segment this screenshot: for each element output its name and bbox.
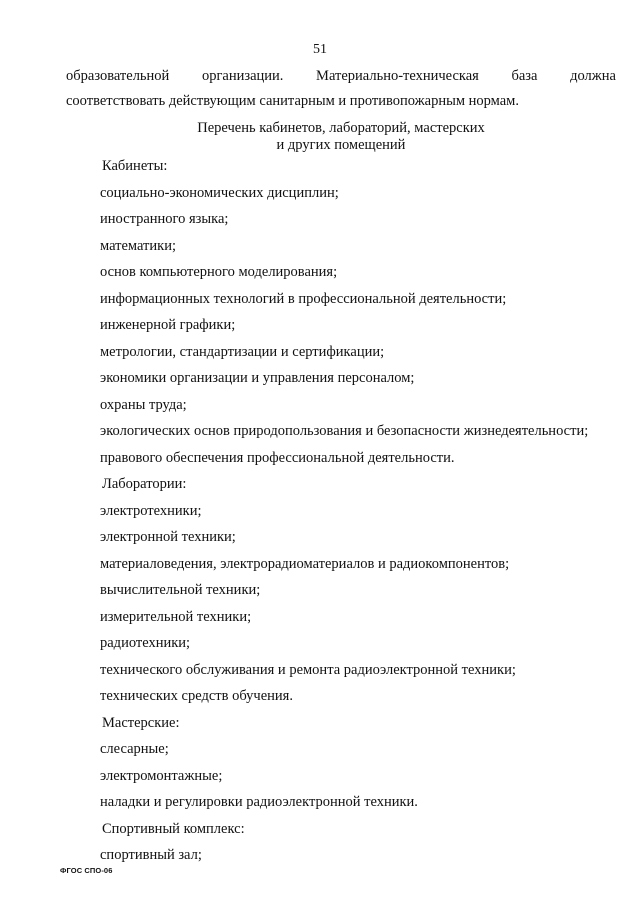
list-item: метрологии, стандартизации и сертификации; [100, 343, 385, 360]
list-item: социально-экономических дисциплин; [100, 184, 339, 201]
intro-word: Материально-техническая [316, 68, 479, 84]
footer-label: ФГОС СПО-06 [60, 866, 113, 875]
list-item: математики; [100, 237, 176, 254]
list-item: материаловедения, электрорадиоматериалов и радиокомпонентов; [100, 555, 510, 572]
intro-word: база [511, 68, 538, 84]
intro-word: образовательной [66, 68, 170, 84]
intro-line-2: соответствовать действующим санитарным и противопожарным нормам. [66, 93, 519, 109]
list-item: технических средств обучения. [100, 688, 293, 704]
list-item: правового обеспечения профессиональной деятельности. [100, 449, 455, 466]
list-item: основ компьютерного моделирования; [100, 264, 338, 280]
list-item: иностранного языка; [100, 211, 229, 227]
heading-line-1: Перечень кабинетов, лабораторий, мастерских [197, 120, 485, 136]
intro-paragraph [66, 64, 616, 114]
list-item: спортивный зал; [100, 847, 202, 863]
intro-line-1 [66, 64, 616, 89]
section-title: Лаборатории: [102, 476, 187, 492]
list-item: инженерной графики; [100, 317, 236, 333]
list-item: электротехники; [100, 502, 202, 519]
list-item: вычислительной техники; [100, 582, 261, 598]
list-item: информационных технологий в профессиональной деятельности; [100, 290, 507, 307]
page-number: 51 [313, 42, 327, 57]
list-item: наладки и регулировки радиоэлектронной техники. [100, 794, 418, 810]
rooms-list [100, 157, 620, 873]
heading-line-2: и других помещений [276, 137, 406, 153]
section-title: Мастерские: [102, 714, 180, 731]
list-item: экологических основ природопользования и безопасности жизнедеятельности; [100, 423, 589, 439]
section-title: Спортивный комплекс: [102, 820, 245, 837]
list-item: технического обслуживания и ремонта радиоэлектронной техники; [100, 661, 516, 678]
list-item: охраны труда; [100, 396, 187, 413]
section-heading [0, 120, 640, 154]
intro-word: должна [570, 68, 616, 84]
list-item: электронной техники; [100, 529, 236, 545]
list-item: измерительной техники; [100, 608, 252, 625]
section-title: Кабинеты: [102, 158, 168, 174]
list-item: экономики организации и управления персоналом; [100, 370, 415, 386]
intro-word: организации. [201, 68, 284, 84]
list-item: слесарные; [100, 741, 169, 757]
list-item: радиотехники; [100, 635, 191, 651]
list-item: электромонтажные; [100, 767, 223, 784]
